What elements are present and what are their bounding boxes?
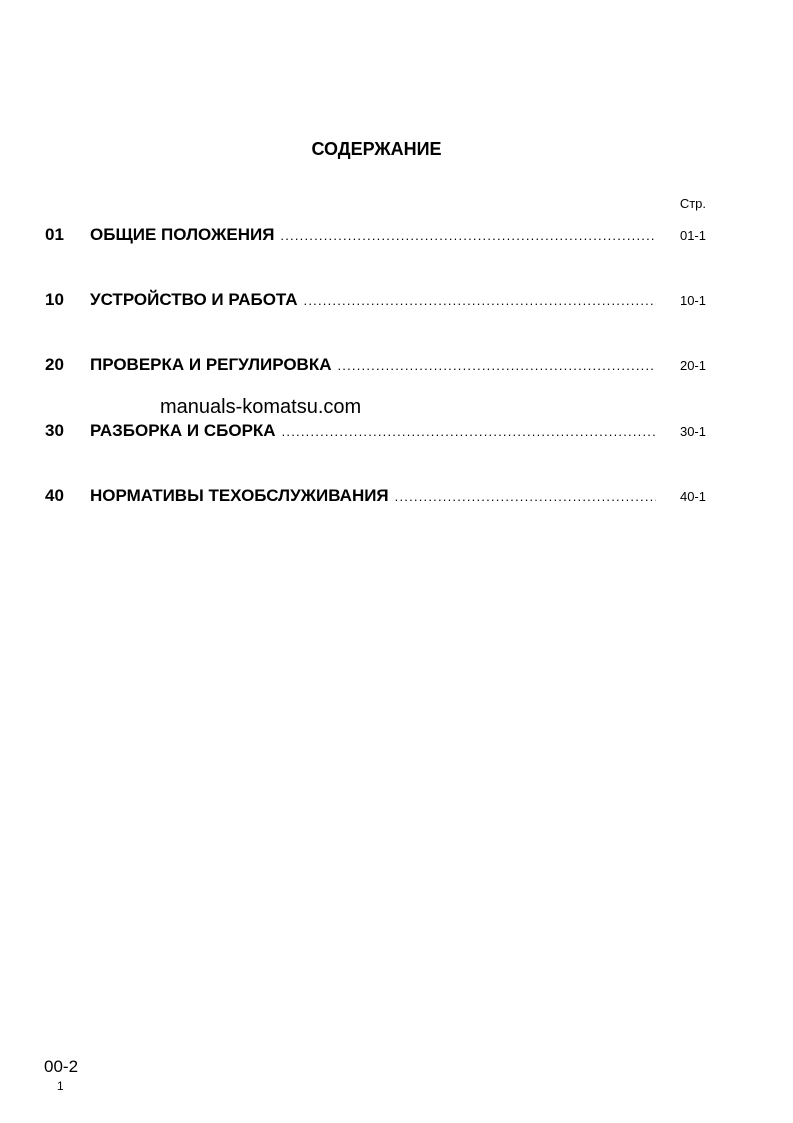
toc-entry-page: 10-1: [679, 293, 706, 308]
footer-revision: 1: [57, 1079, 64, 1093]
toc-entry-number: 01: [45, 225, 64, 244]
toc-entry[interactable]: [45, 486, 706, 508]
toc-entry-name: ОБЩИЕ ПОЛОЖЕНИЯ: [90, 225, 275, 244]
toc-entry-number: 30: [45, 421, 64, 440]
footer-page-number: 00-2: [44, 1057, 79, 1076]
toc-entry[interactable]: [45, 290, 706, 312]
dot-leader: [280, 228, 656, 243]
toc-entry-number: 40: [45, 486, 64, 505]
toc-entry-page: 20-1: [679, 358, 706, 373]
toc-entry-number: 10: [45, 290, 64, 309]
toc-entry[interactable]: [45, 225, 706, 247]
toc-entry-page: 40-1: [679, 489, 706, 504]
toc-entry-name: ПРОВЕРКА И РЕГУЛИРОВКА: [90, 355, 332, 374]
toc-entry-number: 20: [45, 355, 64, 374]
dot-leader: [304, 293, 656, 308]
toc-entry-name: УСТРОЙСТВО И РАБОТА: [90, 290, 298, 309]
toc-entry-page: 01-1: [679, 228, 706, 243]
page-column-label: Стр.: [679, 196, 706, 211]
toc-entry-name: РАЗБОРКА И СБОРКА: [90, 421, 276, 440]
dot-leader: [338, 358, 657, 373]
dot-leader: [395, 489, 656, 504]
toc-entry-name: НОРМАТИВЫ ТЕХОБСЛУЖИВАНИЯ: [90, 486, 389, 505]
page-title: СОДЕРЖАНИЕ: [311, 139, 442, 159]
toc-entry[interactable]: [45, 355, 706, 377]
toc-entry-page: 30-1: [679, 424, 706, 439]
dot-leader: [282, 424, 656, 439]
toc-entry[interactable]: [45, 421, 706, 443]
watermark: manuals-komatsu.com: [160, 396, 362, 418]
